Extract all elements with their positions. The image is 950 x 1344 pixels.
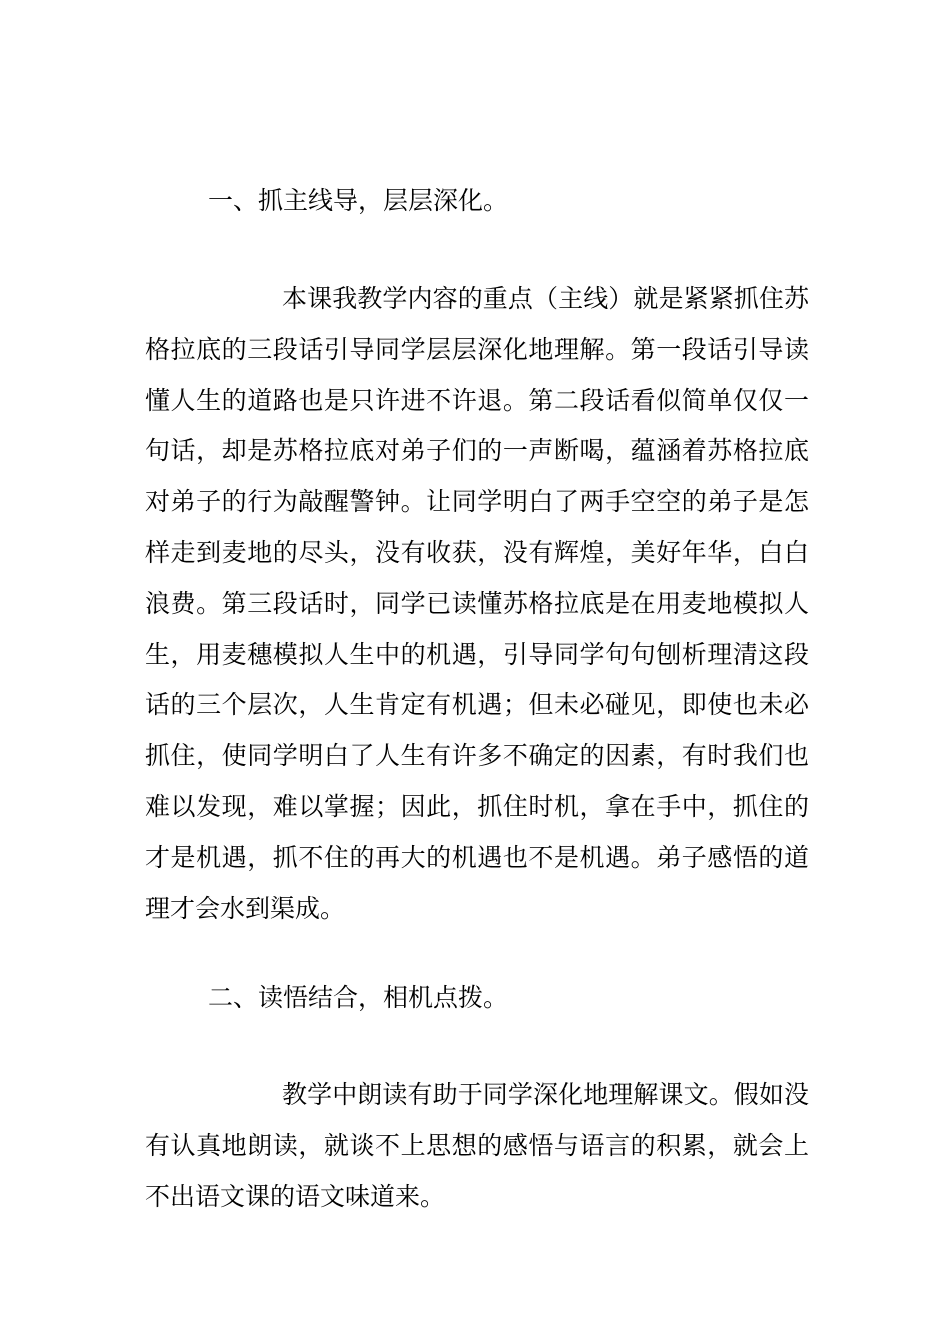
section-heading-1: 一、抓主线导，层层深化。	[208, 186, 509, 215]
section-heading-2: 二、读悟结合，相机点拨。	[208, 983, 509, 1012]
section-paragraph-2: 教学中朗读有助于同学深化地理解课文。假如没有认真地朗读，就谈不上思想的感悟与语言的积累，就会上不出语文课的语文味道来。	[145, 1080, 809, 1211]
section-paragraph-1: 本课我教学内容的重点（主线）就是紧紧抓住苏格拉底的三段话引导同学层层深化地理解。第一段话引导读懂人生的道路也是只许进不许退。第二段话看似简单仅仅一句话，却是苏格拉底对弟子们的一声断喝，蕴涵着苏格拉底对弟子的行为敲醒警钟。让同学明白了两手空空的弟子是怎样走到麦地的尽头，没有收获，没有辉煌，美好年华，白白浪费。第三段话时，同学已读懂苏格拉底是在用麦地模拟人生，用麦穗模拟人生中的机遇，引导同学句句刨析理清这段话的三个层次，人生肯定有机遇；但未必碰见，即使也未必抓住，使同学明白了人生有许多不确定的因素，有时我们也难以发现，难以掌握；因此，抓住时机，拿在手中，抓住的才是机遇，抓不住的再大的机遇也不是机遇。弟子感悟的道理才会水到渠成。	[145, 284, 809, 923]
